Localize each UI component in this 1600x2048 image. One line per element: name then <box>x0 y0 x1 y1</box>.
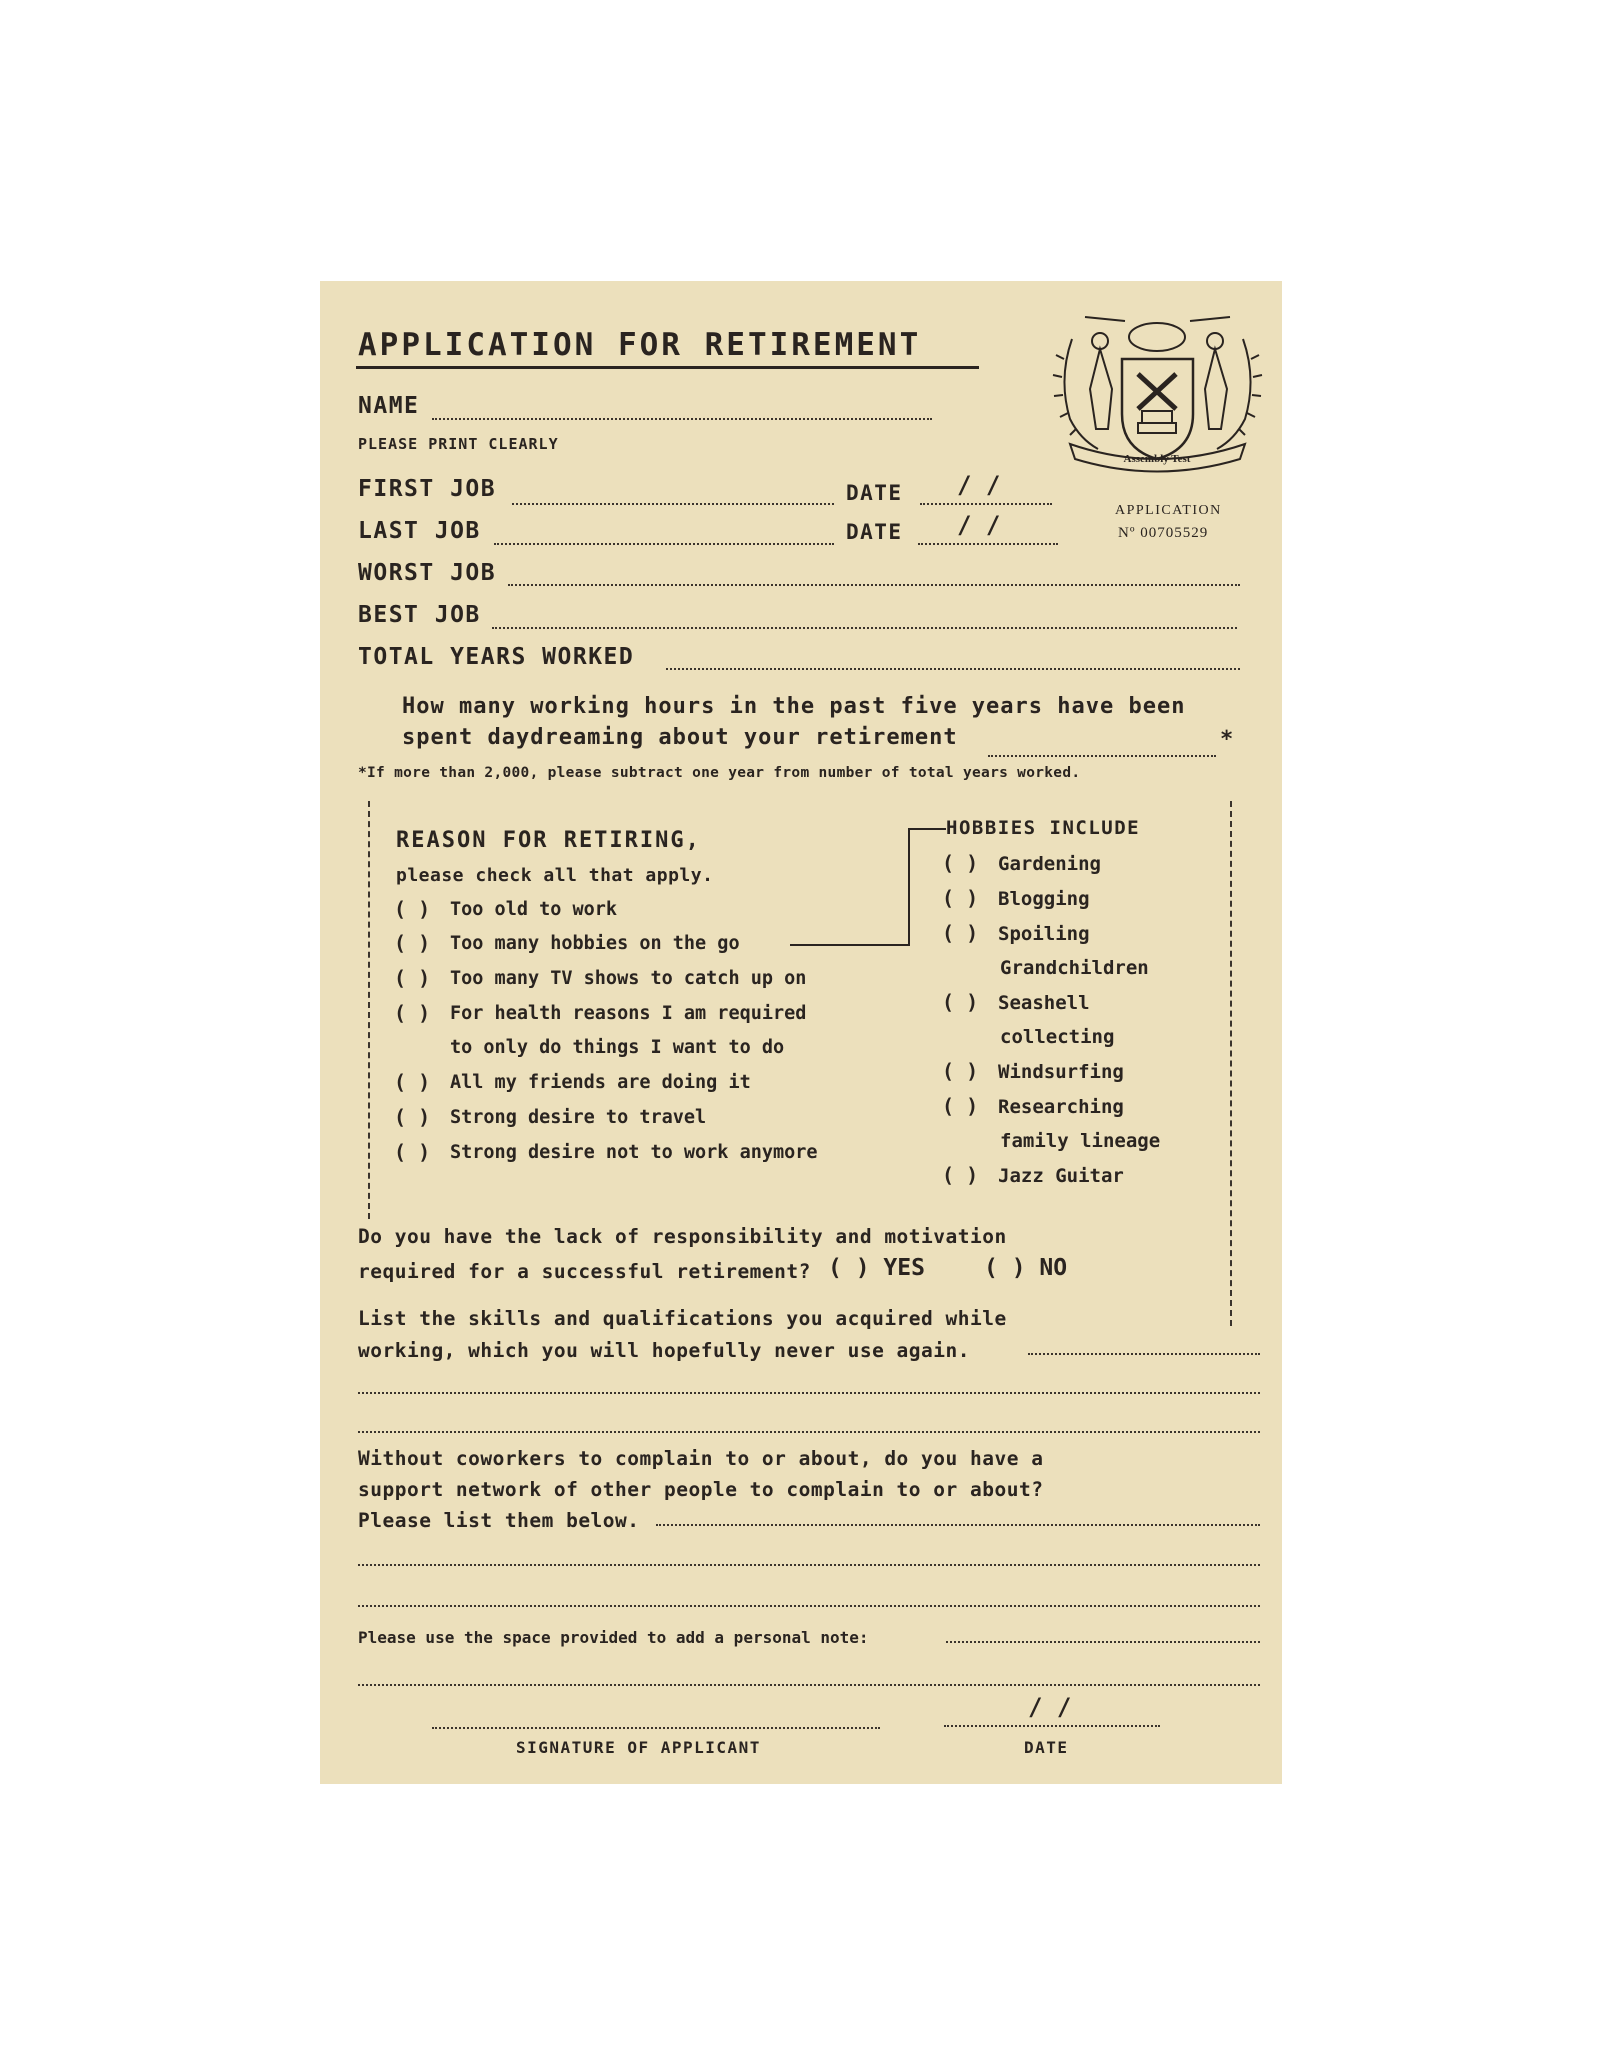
reason-item[interactable] <box>394 1001 807 1025</box>
hobby-checkbox[interactable]: ( ) <box>942 1163 979 1187</box>
first-job-label: FIRST JOB <box>358 476 497 502</box>
reason-checkbox[interactable]: ( ) <box>394 966 431 990</box>
skills-question-line2: working, which you will hopefully never use again. <box>358 1339 970 1362</box>
hobby-item[interactable] <box>942 990 1090 1014</box>
last-job-label: LAST JOB <box>358 518 481 544</box>
reason-label: Strong desire to travel <box>450 1107 707 1128</box>
first-job-date-slashes: / / <box>957 471 1001 499</box>
hobby-item[interactable] <box>942 1094 1124 1118</box>
skills-field-line3[interactable] <box>358 1431 1260 1433</box>
total-years-field[interactable] <box>666 668 1240 670</box>
hobbies-connector-top <box>908 828 946 830</box>
personal-note-field-line1[interactable] <box>946 1641 1260 1643</box>
hobbies-title: HOBBIES INCLUDE <box>946 817 1141 839</box>
signature-date-field[interactable] <box>944 1725 1160 1727</box>
support-field-line3[interactable] <box>358 1605 1260 1607</box>
support-question-line3: Please list them below. <box>358 1509 640 1532</box>
name-field[interactable] <box>432 418 932 420</box>
name-hint: PLEASE PRINT CLEARLY <box>358 435 559 453</box>
hobby-label: Spoiling <box>998 923 1090 945</box>
hobby-label-continued: Grandchildren <box>1000 957 1149 979</box>
application-number: Nº 00705529 <box>1118 525 1209 541</box>
signature-date-label: DATE <box>1024 1738 1069 1757</box>
skills-field-line2[interactable] <box>358 1392 1260 1394</box>
hobby-label-continued: family lineage <box>1000 1130 1161 1152</box>
reason-item[interactable] <box>394 1105 707 1129</box>
seal-banner-text: Assembly Test <box>1123 453 1191 465</box>
worst-job-label: WORST JOB <box>358 560 497 586</box>
form-title: APPLICATION FOR RETIREMENT <box>358 327 922 363</box>
name-label: NAME <box>358 393 420 419</box>
reason-item[interactable] <box>394 931 740 955</box>
first-job-date-label: DATE <box>846 481 903 505</box>
best-job-label: BEST JOB <box>358 602 481 628</box>
hobby-item[interactable] <box>942 921 1090 945</box>
reason-checkbox[interactable]: ( ) <box>394 1140 431 1164</box>
signature-field[interactable] <box>432 1727 880 1729</box>
reason-checkbox[interactable]: ( ) <box>394 897 431 921</box>
reasons-title: REASON FOR RETIRING, <box>396 828 701 853</box>
reason-label: Too many hobbies on the go <box>450 933 740 954</box>
reason-label: Strong desire not to work anymore <box>450 1142 818 1163</box>
last-job-date-label: DATE <box>846 520 903 544</box>
hobby-label-continued: collecting <box>1000 1026 1115 1048</box>
daydream-question-line2: spent daydreaming about your retirement <box>402 725 958 750</box>
section-left-border <box>368 801 370 1219</box>
reason-checkbox[interactable]: ( ) <box>394 1105 431 1129</box>
reason-item[interactable] <box>394 966 807 990</box>
title-underline <box>356 366 979 369</box>
reason-label: For health reasons I am required <box>450 1003 807 1024</box>
retirement-application-form <box>320 281 1282 1784</box>
reason-label-continued: to only do things I want to do <box>450 1037 785 1058</box>
hobby-item[interactable] <box>942 1059 1124 1083</box>
personal-note-field-line2[interactable] <box>358 1684 1260 1686</box>
hobbies-connector-horizontal <box>790 944 910 946</box>
hobby-checkbox[interactable]: ( ) <box>942 990 979 1014</box>
support-question-line1: Without coworkers to complain to or about, do you have a <box>358 1447 1044 1470</box>
hobby-item[interactable] <box>942 1163 1124 1187</box>
reason-item[interactable] <box>394 1140 818 1164</box>
skills-question-line1: List the skills and qualifications you acquired while <box>358 1307 1007 1330</box>
support-field-line2[interactable] <box>358 1564 1260 1566</box>
daydream-hours-field[interactable] <box>988 755 1216 757</box>
reason-label: Too many TV shows to catch up on <box>450 968 807 989</box>
state-seal-emblem <box>1050 299 1265 474</box>
hobby-label: Researching <box>998 1096 1124 1118</box>
last-job-date-field[interactable] <box>918 543 1058 545</box>
hobby-label: Seashell <box>998 992 1090 1014</box>
hobby-checkbox[interactable]: ( ) <box>942 886 979 910</box>
signature-label: SIGNATURE OF APPLICANT <box>516 1738 761 1757</box>
last-job-field[interactable] <box>494 543 834 545</box>
reason-checkbox[interactable]: ( ) <box>394 931 431 955</box>
support-question-line2: support network of other people to complain to or about? <box>358 1478 1044 1501</box>
responsibility-question-line1: Do you have the lack of responsibility and motivation <box>358 1225 1007 1248</box>
hobby-checkbox[interactable]: ( ) <box>942 1094 979 1118</box>
last-job-date-slashes: / / <box>957 511 1001 539</box>
daydream-asterisk: * <box>1220 727 1234 752</box>
support-field-line1[interactable] <box>656 1524 1260 1526</box>
reasons-subtitle: please check all that apply. <box>396 865 714 886</box>
footnote: *If more than 2,000, please subtract one year from number of total years worked. <box>358 765 1081 781</box>
reason-checkbox[interactable]: ( ) <box>394 1001 431 1025</box>
application-label: APPLICATION <box>1115 503 1222 518</box>
responsibility-question-line2: required for a successful retirement? <box>358 1260 811 1283</box>
reason-item[interactable] <box>394 897 618 921</box>
hobby-checkbox[interactable]: ( ) <box>942 921 979 945</box>
hobbies-connector-vertical <box>908 828 910 946</box>
hobby-item[interactable] <box>942 851 1101 875</box>
hobby-label: Windsurfing <box>998 1061 1124 1083</box>
yes-option[interactable]: ( ) YES <box>828 1255 925 1281</box>
hobby-label: Jazz Guitar <box>998 1165 1124 1187</box>
reason-checkbox[interactable]: ( ) <box>394 1070 431 1094</box>
no-option[interactable]: ( ) NO <box>984 1255 1068 1281</box>
total-years-label: TOTAL YEARS WORKED <box>358 644 635 670</box>
reason-label: All my friends are doing it <box>450 1072 751 1093</box>
hobby-item[interactable] <box>942 886 1090 910</box>
section-right-border <box>1230 801 1232 1326</box>
hobby-label: Blogging <box>998 888 1090 910</box>
worst-job-field[interactable] <box>508 584 1240 586</box>
skills-field-line1[interactable] <box>1028 1353 1260 1355</box>
first-job-date-field[interactable] <box>920 503 1052 505</box>
best-job-field[interactable] <box>492 627 1237 629</box>
daydream-question-line1: How many working hours in the past five years have been <box>402 694 1186 719</box>
first-job-field[interactable] <box>512 503 834 505</box>
personal-note-label: Please use the space provided to add a personal note: <box>358 1628 869 1647</box>
hobby-checkbox[interactable]: ( ) <box>942 1059 979 1083</box>
signature-date-slashes: / / <box>1028 1693 1072 1721</box>
reason-label: Too old to work <box>450 899 618 920</box>
reason-item[interactable] <box>394 1070 751 1094</box>
hobby-label: Gardening <box>998 853 1101 875</box>
hobby-checkbox[interactable]: ( ) <box>942 851 979 875</box>
